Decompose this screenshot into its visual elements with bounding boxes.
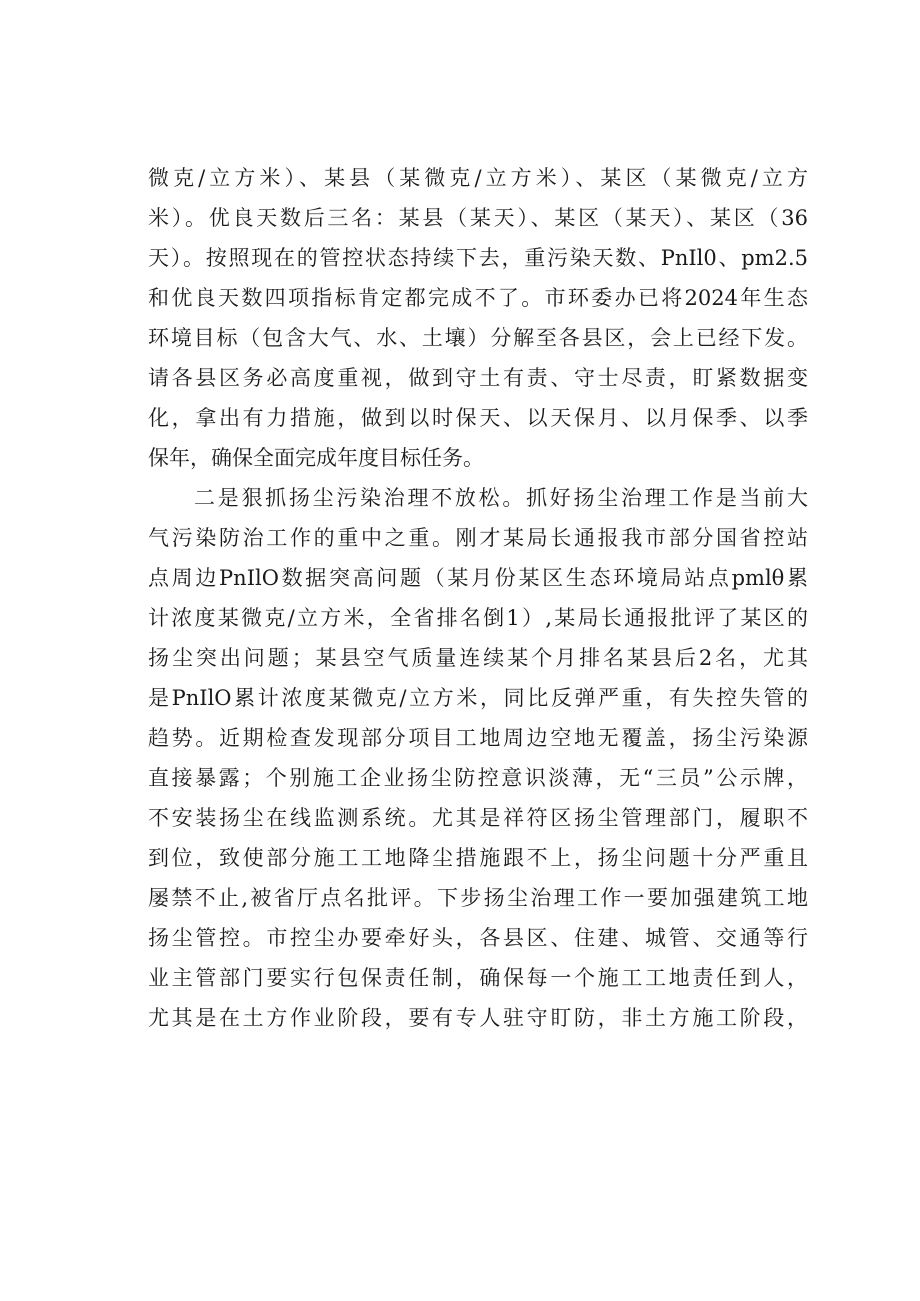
text-line: 扬尘突出问题；某县空气质量连续某个月排名某县后2名，尤其: [148, 646, 808, 670]
paragraph-start-line: 二是狠抓扬尘污染治理不放松。抓好扬尘治理工作是当前大: [194, 486, 808, 510]
text-line: 点周边PnIlO数据突高问题（某月份某区生态环境局站点pmlθ累: [148, 566, 808, 590]
text-line: 屡禁不止,被省厅点名批评。下步扬尘治理工作一要加强建筑工地: [148, 886, 808, 910]
text-line: 气污染防治工作的重中之重。刚才某局长通报我市部分国省控站: [148, 526, 808, 550]
text-line: 化，拿出有力措施，做到以时保天、以天保月、以月保季、以季: [148, 406, 808, 430]
paragraph-end-line: 保年，确保全面完成年度目标任务。: [148, 446, 484, 470]
text-line: 天）。按照现在的管控状态持续下去，重污染天数、PnIl0、pm2.5: [148, 246, 808, 270]
text-line: 直接暴露；个别施工企业扬尘防控意识淡薄，无“三员”公示牌，: [148, 766, 808, 790]
text-line: 到位，致使部分施工工地降尘措施跟不上，扬尘问题十分严重且: [148, 846, 808, 870]
text-line: 尤其是在土方作业阶段，要有专人驻守盯防，非土方施工阶段，: [148, 1006, 808, 1030]
text-line: 环境目标（包含大气、水、土壤）分解至各县区，会上已经下发。: [148, 326, 808, 350]
text-line: 扬尘管控。市控尘办要牵好头，各县区、住建、城管、交通等行: [148, 926, 808, 950]
text-line: 不安装扬尘在线监测系统。尤其是祥符区扬尘管理部门，履职不: [148, 806, 808, 830]
text-line: 趋势。近期检查发现部分项目工地周边空地无覆盖，扬尘污染源: [148, 726, 808, 750]
text-line: 计浓度某微克/立方米，全省排名倒1）,某局长通报批评了某区的: [148, 606, 808, 630]
text-line: 和优良天数四项指标肯定都完成不了。市环委办已将2024年生态: [148, 286, 808, 310]
text-line: 请各县区务必高度重视，做到守土有责、守士尽责，盯紧数据变: [148, 366, 808, 390]
body-text: [148, 158, 808, 1038]
text-line: 是PnIlO累计浓度某微克/立方米，同比反弹严重，有失控失管的: [148, 686, 808, 710]
text-line: 米）。优良天数后三名：某县（某天）、某区（某天）、某区（36: [148, 206, 808, 230]
text-line: 业主管部门要实行包保责任制，确保每一个施工工地责任到人，: [148, 966, 808, 990]
text-line: 微克/立方米）、某县（某微克/立方米）、某区（某微克/立方: [148, 166, 808, 190]
